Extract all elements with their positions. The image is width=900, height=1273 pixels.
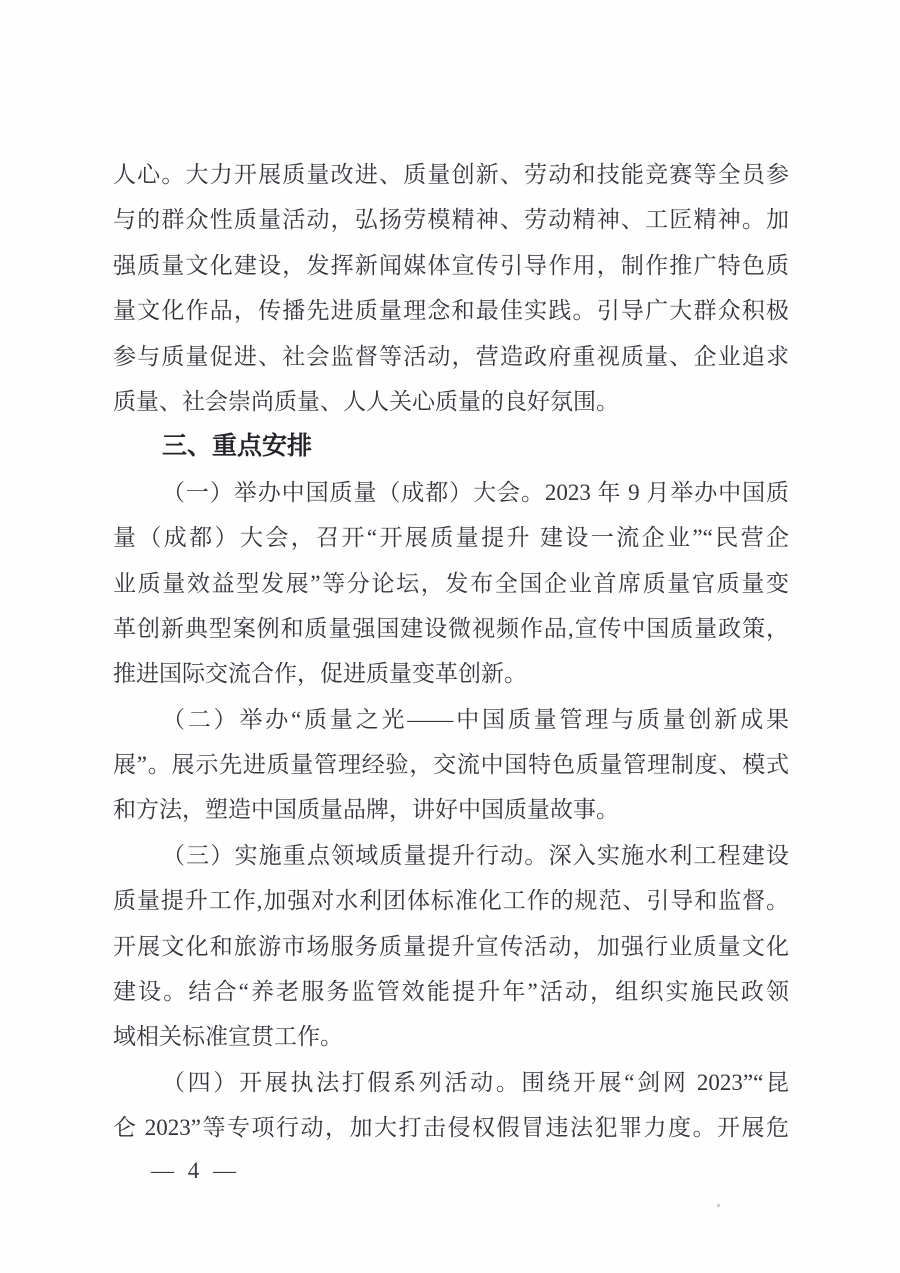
text-line: 质量提升工作,加强对水利团体标准化工作的规范、引导和监督。 bbox=[113, 888, 789, 914]
text-line: 强质量文化建设，发挥新闻媒体宣传引导作用，制作推广特色质 bbox=[113, 252, 789, 278]
scan-artifact-dot bbox=[717, 1204, 720, 1207]
text-line: 量文化作品，传播先进质量理念和最佳实践。引导广大群众积极 bbox=[113, 298, 789, 324]
section-heading: 三、重点安排 bbox=[162, 432, 313, 461]
text-line: 与的群众性质量活动，弘扬劳模精神、劳动精神、工匠精神。加 bbox=[113, 207, 789, 233]
text-line: 开展文化和旅游市场服务质量提升宣传活动，加强行业质量文化 bbox=[113, 933, 789, 959]
text-line: 仑 2023”等专项行动，加大打击侵权假冒违法犯罪力度。开展危 bbox=[113, 1115, 789, 1141]
text-line: 革创新典型案例和质量强国建设微视频作品,宣传中国质量政策， bbox=[113, 615, 789, 641]
text-line: 人心。大力开展质量改进、质量创新、劳动和技能竞赛等全员参 bbox=[113, 162, 789, 187]
text-line: 推进国际交流合作，促进质量变革创新。 bbox=[113, 661, 527, 687]
text-line: 建设。结合“养老服务监管效能提升年”活动，组织实施民政领 bbox=[113, 979, 789, 1005]
text-line: 量（成都）大会，召开“开展质量提升 建设一流企业”“民营企 bbox=[113, 525, 789, 551]
text-line: 展”。展示先进质量管理经验，交流中国特色质量管理制度、模式 bbox=[113, 752, 789, 778]
text-line: （三）实施重点领域质量提升行动。深入实施水利工程建设 bbox=[162, 842, 789, 868]
text-line: 业质量效益型发展”等分论坛，发布全国企业首席质量官质量变 bbox=[113, 570, 789, 596]
text-line: （四）开展执法打假系列活动。围绕开展“剑网 2023”“昆 bbox=[162, 1069, 789, 1095]
text-line: 质量、社会崇尚质量、人人关心质量的良好氛围。 bbox=[113, 388, 619, 414]
text-line: 和方法，塑造中国质量品牌，讲好中国质量故事。 bbox=[113, 797, 619, 823]
page-number: — 4 — bbox=[151, 1158, 240, 1183]
text-block bbox=[113, 152, 789, 1151]
text-line: （二）举办“质量之光——中国质量管理与质量创新成果 bbox=[162, 706, 789, 732]
text-line: 参与质量促进、社会监督等活动，营造政府重视质量、企业追求 bbox=[113, 343, 789, 369]
text-line: 域相关标准宣贯工作。 bbox=[113, 1024, 343, 1050]
text-line: （一）举办中国质量（成都）大会。2023 年 9 月举办中国质 bbox=[162, 479, 789, 505]
